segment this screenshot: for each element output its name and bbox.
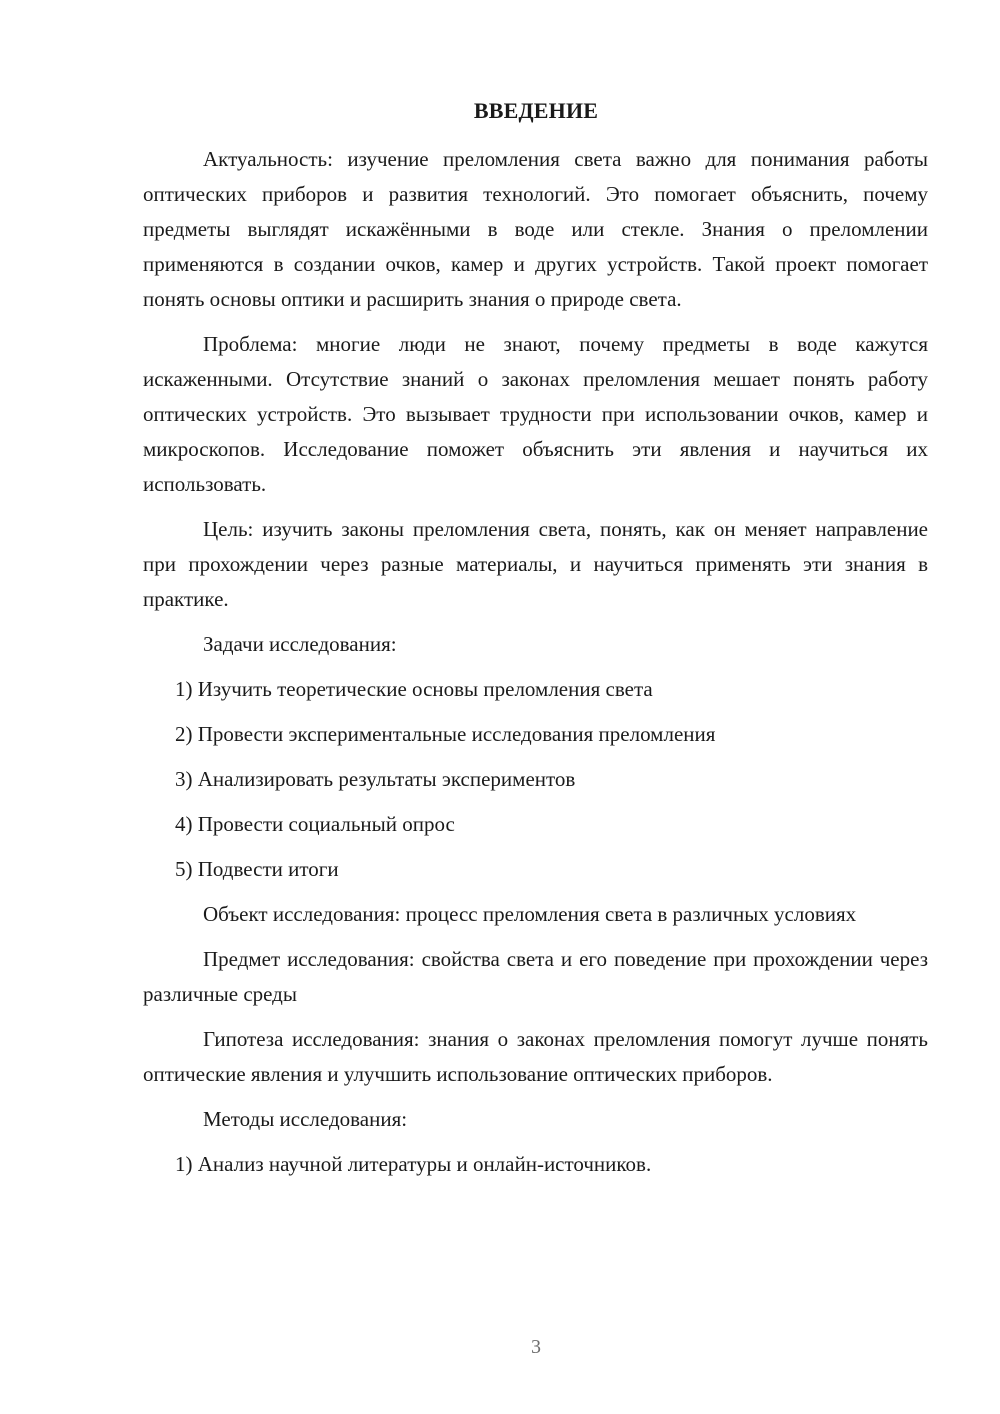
hypothesis-paragraph: Гипотеза исследования: знания о законах преломления помогут лучше понять оптические явления и улучшить использование оптических приборов.	[143, 1027, 928, 1086]
problem-paragraph: Проблема: многие люди не знают, почему предметы в воде кажутся искаженными. Отсутствие знаний о законах преломления мешает понять работу оптических устройств. Это вызывает трудности при использовании очков, камер и микроскопов. Исследование поможет объяснить эти явления и научиться их использовать.	[143, 332, 928, 496]
list-item: 1) Анализ научной литературы и онлайн-источников.	[175, 1152, 652, 1176]
object-paragraph: Объект исследования: процесс преломления света в различных условиях	[203, 902, 857, 926]
relevance-paragraph: Актуальность: изучение преломления света важно для понимания работы оптических приборов и развития технологий. Это помогает объяснить, почему предметы выглядят искажёнными в воде или стекле. Знания о преломлении применяются в создании очков, камер и других устройств. Такой проект помогает понять основы оптики и расширить знания о природе света.	[143, 147, 928, 311]
subject-paragraph: Предмет исследования: свойства света и его поведение при прохождении через различные среды	[143, 947, 928, 1006]
tasks-list	[143, 672, 928, 887]
section-heading: ВВЕДЕНИЕ	[473, 98, 599, 123]
list-item: 3) Анализировать результаты экспериментов	[175, 767, 576, 791]
document-body	[143, 142, 928, 1192]
goal-paragraph: Цель: изучить законы преломления света, понять, как он меняет направление при прохождении через разные материалы, и научиться применять эти знания в практике.	[143, 517, 928, 611]
methods-list	[143, 1147, 928, 1182]
tasks-title: Задачи исследования:	[203, 632, 397, 656]
list-item: 2) Провести экспериментальные исследования преломления	[175, 722, 716, 746]
page-number: 3	[531, 1336, 541, 1358]
methods-title: Методы исследования:	[203, 1107, 408, 1131]
list-item: 5) Подвести итоги	[175, 857, 339, 881]
list-item: 4) Провести социальный опрос	[175, 812, 455, 836]
list-item: 1) Изучить теоретические основы преломления света	[175, 677, 653, 701]
